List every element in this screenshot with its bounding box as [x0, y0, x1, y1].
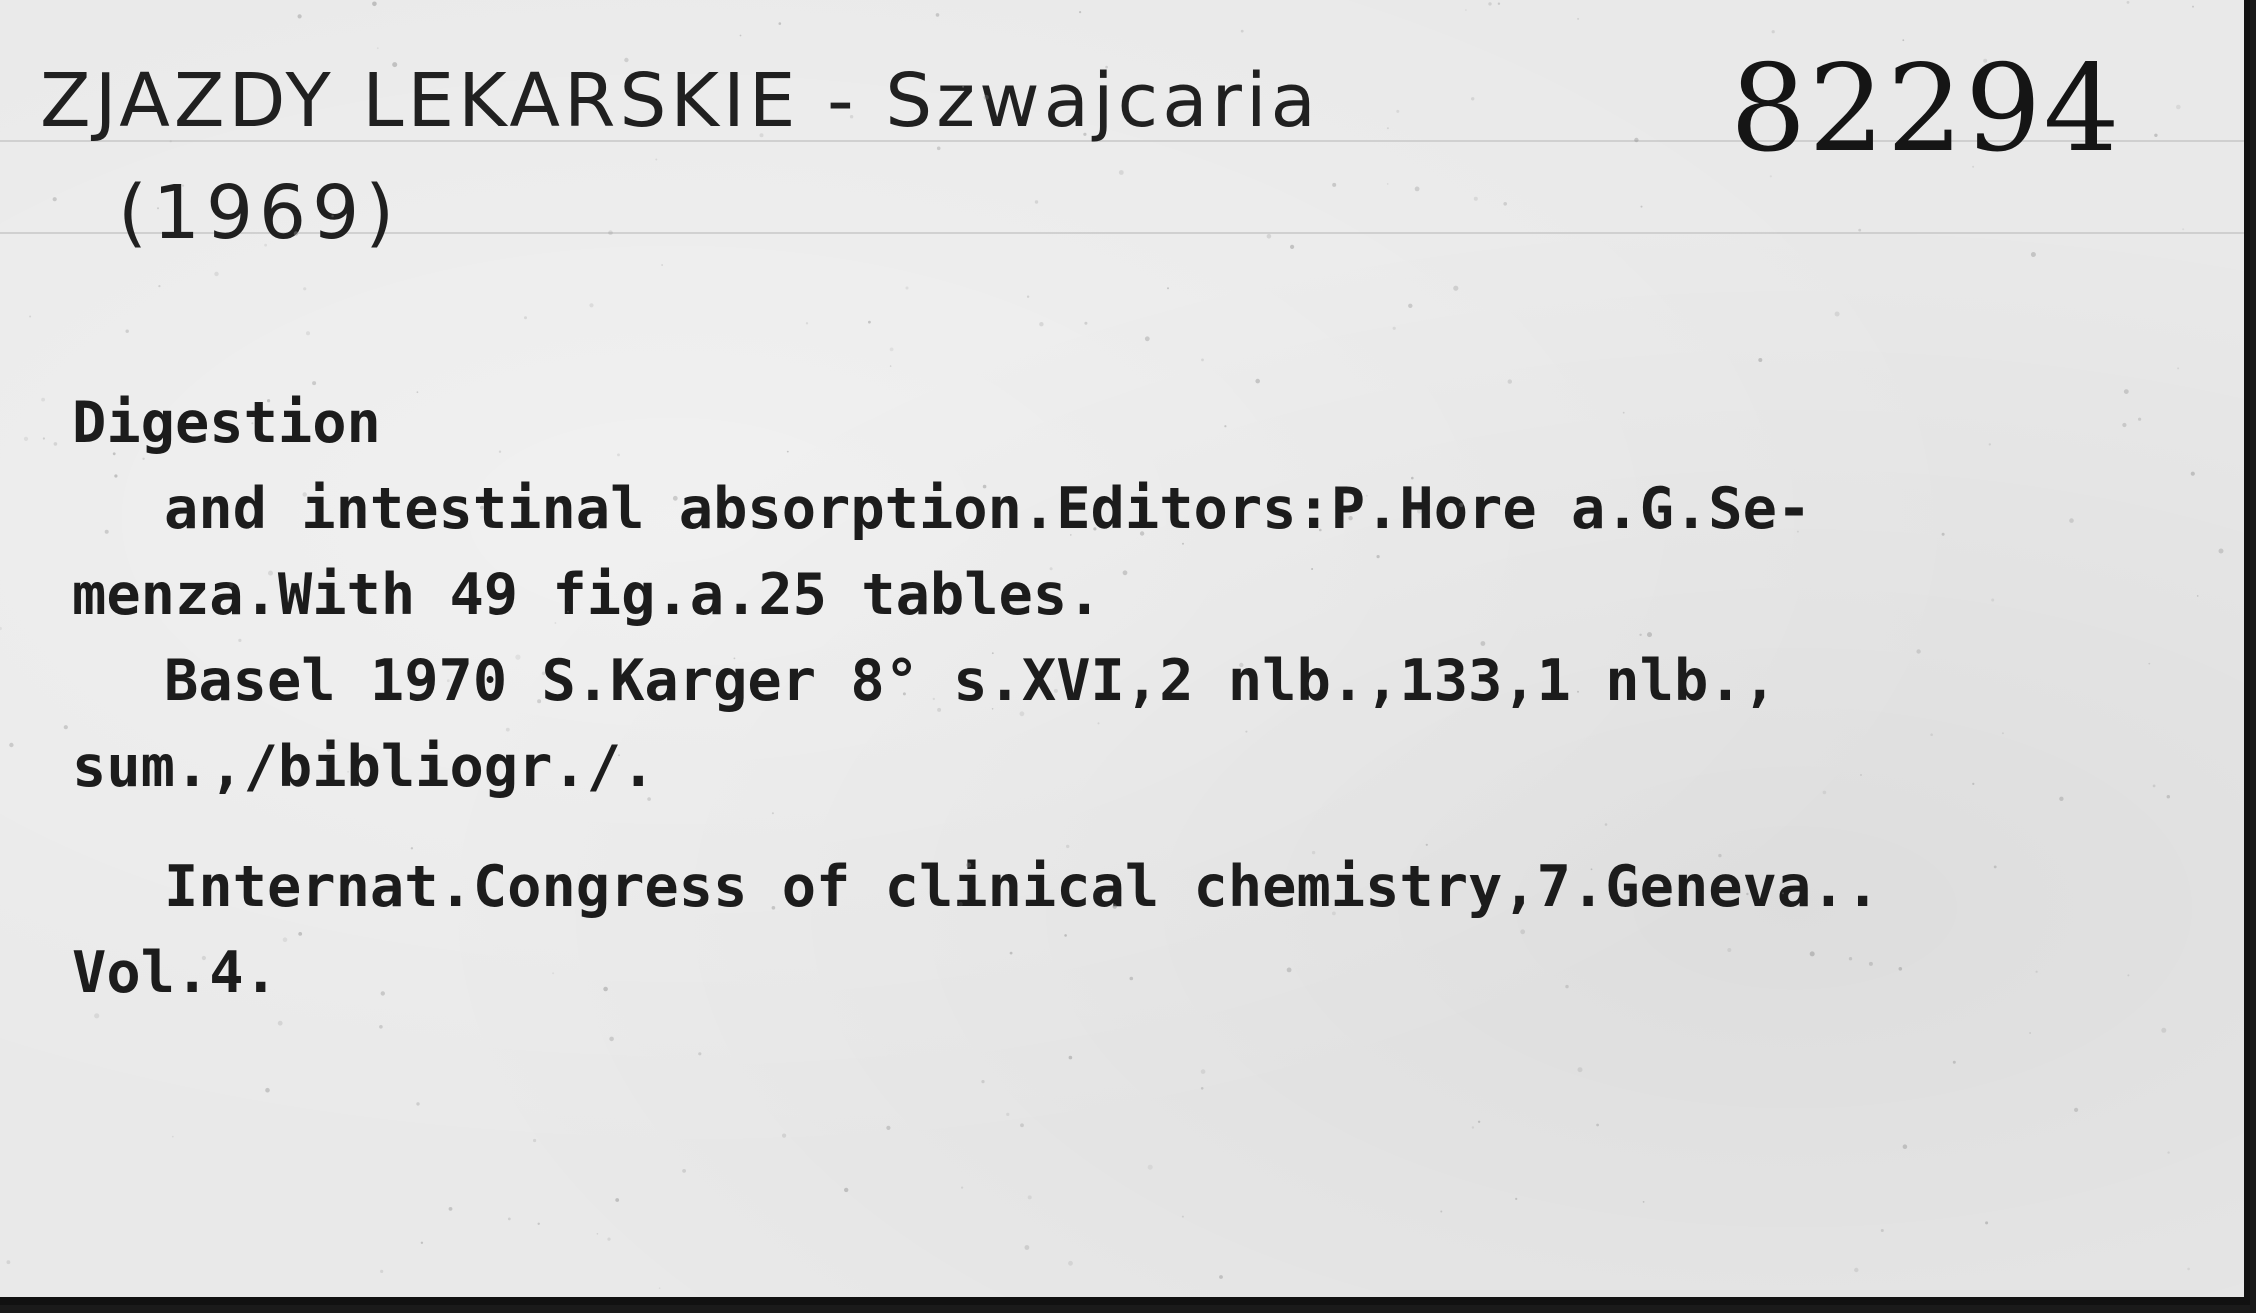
paper-speck: [1985, 1221, 1988, 1224]
paper-speck: [1006, 1113, 1009, 1116]
paper-speck: [2031, 252, 2036, 257]
paper-speck: [238, 639, 241, 642]
paper-speck: [1972, 783, 1974, 785]
paper-speck: [992, 708, 994, 710]
paper-speck: [1393, 327, 1396, 330]
paper-speck: [1623, 412, 1625, 414]
paper-speck: [555, 622, 557, 624]
paper-speck: [2187, 1268, 2190, 1271]
paper-speck: [1797, 531, 1799, 533]
paper-speck: [214, 272, 218, 276]
paper-speck: [1396, 110, 1399, 113]
paper-speck: [868, 321, 871, 324]
paper-speck: [1972, 166, 1974, 168]
paper-speck: [1113, 904, 1117, 908]
paper-speck: [890, 348, 894, 352]
paper-speck: [2138, 418, 2141, 421]
paper-speck: [1070, 534, 1072, 536]
call-number: 82294: [1730, 40, 2122, 179]
paper-speck: [1426, 844, 1428, 846]
paper-speck: [416, 1102, 419, 1105]
paper-speck: [1772, 30, 1775, 33]
paper-speck: [2127, 1, 2130, 4]
paper-speck: [1050, 567, 1053, 570]
paper-speck: [1634, 138, 1638, 142]
paper-speck: [1239, 663, 1243, 667]
paper-speck: [1130, 977, 1134, 981]
paper-speck: [508, 1218, 511, 1221]
paper-speck: [1366, 495, 1368, 497]
paper-speck: [992, 652, 994, 654]
title-line: Digestion: [72, 390, 381, 456]
paper-speck: [41, 398, 45, 402]
paper-speck: [268, 571, 273, 576]
paper-speck: [1182, 1216, 1184, 1218]
paper-speck: [306, 331, 310, 335]
paper-speck: [1508, 379, 1512, 383]
paper-speck: [6, 1260, 10, 1264]
paper-speck: [1647, 632, 1652, 637]
paper-speck: [2002, 732, 2004, 734]
paper-speck: [617, 454, 620, 457]
imprint-continuation-line: sum.,/bibliogr./.: [72, 734, 656, 800]
paper-speck: [1068, 1261, 1073, 1266]
paper-speck: [327, 748, 331, 752]
paper-speck: [1348, 516, 1352, 520]
paper-speck: [2176, 105, 2181, 110]
paper-speck: [903, 692, 906, 695]
paper-speck: [1069, 1056, 1073, 1060]
paper-speck: [1287, 968, 1292, 973]
paper-speck: [615, 1198, 619, 1202]
paper-speck: [1020, 1123, 1024, 1127]
paper-speck: [2124, 389, 2129, 394]
paper-speck: [1858, 229, 1861, 232]
paper-speck: [2029, 1032, 2031, 1034]
paper-speck: [984, 95, 989, 100]
paper-speck: [1641, 206, 1643, 208]
paper-speck: [157, 207, 159, 209]
paper-speck: [2074, 1108, 2078, 1112]
paper-speck: [54, 442, 58, 446]
paper-speck: [597, 1233, 599, 1235]
paper-speck: [312, 381, 316, 385]
paper-speck: [1453, 286, 1458, 291]
subject-heading-year: (1969): [118, 170, 401, 256]
paper-speck: [1290, 245, 1294, 249]
paper-speck: [347, 771, 349, 773]
paper-speck: [1028, 1195, 1032, 1199]
paper-speck: [933, 698, 935, 700]
paper-speck: [1035, 200, 1038, 203]
paper-speck: [1465, 9, 1467, 11]
paper-speck: [1105, 66, 1108, 69]
paper-speck: [278, 1021, 283, 1026]
paper-speck: [1079, 11, 1081, 13]
paper-speck: [682, 1169, 686, 1173]
paper-speck: [533, 1139, 536, 1142]
paper-speck: [1727, 948, 1731, 952]
paper-speck: [1930, 733, 1933, 736]
paper-speck: [1823, 791, 1827, 795]
paper-speck: [659, 1287, 661, 1289]
paper-speck: [1903, 1144, 1908, 1149]
paper-speck: [966, 863, 971, 868]
paper-speck: [1219, 1275, 1223, 1279]
paper-speck: [411, 847, 413, 849]
paper-speck: [499, 451, 501, 453]
paper-speck: [772, 812, 774, 814]
paper-speck: [2154, 134, 2157, 137]
paper-speck: [655, 159, 657, 161]
paper-speck: [1459, 503, 1463, 507]
paper-speck: [734, 658, 736, 660]
paper-speck: [2167, 1151, 2169, 1153]
paper-speck: [537, 699, 541, 703]
paper-speck: [589, 303, 593, 307]
paper-speck: [229, 583, 233, 587]
paper-speck: [624, 58, 628, 62]
paper-speck: [506, 728, 510, 732]
paper-speck: [1899, 967, 1903, 971]
paper-speck: [303, 287, 306, 290]
paper-speck: [303, 492, 307, 496]
paper-speck: [1148, 1165, 1153, 1170]
paper-speck: [806, 322, 808, 324]
paper-speck: [202, 956, 206, 960]
paper-speck: [421, 1242, 423, 1244]
paper-speck: [886, 1126, 890, 1130]
paper-speck: [2069, 518, 2074, 523]
paper-speck: [1255, 379, 1260, 384]
paper-speck: [1991, 599, 1994, 602]
paper-speck: [1098, 722, 1100, 724]
paper-speck: [251, 422, 253, 424]
paper-speck: [1498, 3, 1500, 5]
paper-speck: [447, 679, 450, 682]
paper-speck: [1989, 443, 1991, 445]
paper-speck: [298, 14, 302, 18]
paper-speck: [1054, 689, 1058, 693]
paper-speck: [1387, 127, 1389, 129]
paper-speck: [1643, 1201, 1645, 1203]
paper-speck: [2036, 971, 2038, 973]
paper-speck: [142, 458, 144, 460]
paper-speck: [1039, 322, 1043, 326]
paper-speck: [1881, 1229, 1884, 1232]
paper-speck: [1591, 868, 1593, 870]
paper-speck: [1835, 312, 1840, 317]
paper-speck: [331, 215, 334, 218]
paper-speck: [603, 987, 608, 992]
paper-speck: [906, 287, 909, 290]
paper-speck: [1578, 1067, 1583, 1072]
paper-speck: [772, 906, 776, 910]
paper-speck: [267, 399, 270, 402]
paper-speck: [1084, 322, 1087, 325]
paper-speck: [1520, 929, 1525, 934]
paper-speck: [1387, 183, 1389, 185]
paper-speck: [740, 35, 742, 37]
paper-speck: [1472, 1126, 1474, 1128]
paper-speck: [1983, 59, 1987, 63]
paper-speck: [294, 231, 298, 235]
paper-speck: [2197, 595, 2199, 597]
paper-speck: [1478, 1121, 1480, 1123]
paper-speck: [1245, 731, 1247, 733]
paper-speck: [2127, 974, 2129, 976]
paper-speck: [1577, 18, 1579, 20]
paper-speck: [760, 133, 764, 137]
paper-speck: [1746, 893, 1748, 895]
paper-speck: [961, 1187, 963, 1189]
paper-speck: [1474, 197, 1478, 201]
paper-speck: [1377, 555, 1380, 558]
paper-speck: [608, 230, 613, 235]
paper-speck: [2182, 228, 2184, 230]
paper-speck: [417, 391, 419, 393]
paper-speck: [1020, 711, 1025, 716]
subject-heading: ZJAZDY LEKARSKIE - Szwajcaria: [40, 58, 1320, 144]
paper-speck: [105, 530, 109, 534]
paper-speck: [1916, 649, 1920, 653]
paper-speck: [1782, 892, 1784, 894]
paper-speck: [1953, 1061, 1956, 1064]
paper-speck: [1849, 957, 1852, 960]
paper-speck: [372, 2, 377, 7]
paper-speck: [1942, 533, 1945, 536]
paper-speck: [609, 1037, 614, 1042]
paper-speck: [1201, 1087, 1204, 1090]
paper-speck: [1332, 183, 1336, 187]
paper-speck: [1596, 1124, 1599, 1127]
paper-speck: [698, 1052, 701, 1055]
paper-speck: [377, 47, 379, 49]
paper-speck: [607, 1238, 610, 1241]
paper-speck: [53, 197, 57, 201]
paper-speck: [2192, 6, 2194, 8]
paper-speck: [1718, 854, 1721, 857]
paper-speck: [1167, 287, 1169, 289]
paper-speck: [1064, 934, 1067, 937]
paper-speck: [1810, 951, 1815, 956]
paper-speck: [170, 140, 172, 142]
series-note-line: Internat.Congress of clinical chemistry,7.Geneva..: [164, 854, 1880, 920]
paper-speck: [1854, 1268, 1858, 1272]
paper-speck: [43, 437, 45, 439]
title-continuation-line: and intestinal absorption.Editors:P.Hore a.G.Se-: [164, 476, 1812, 542]
paper-speck: [1994, 866, 1997, 869]
paper-speck: [113, 452, 116, 455]
paper-speck: [1066, 845, 1069, 848]
paper-speck: [937, 708, 941, 712]
paper-speck: [2059, 797, 2063, 801]
paper-speck: [29, 316, 31, 318]
paper-speck: [844, 1188, 848, 1192]
paper-speck: [1025, 1245, 1030, 1250]
paper-speck: [1119, 170, 1124, 175]
paper-speck: [0, 627, 2, 630]
paper-speck: [2167, 795, 2170, 798]
paper-speck: [1415, 187, 1420, 192]
paper-speck: [1860, 774, 1862, 776]
paper-speck: [1224, 425, 1226, 427]
paper-speck: [2177, 367, 2179, 369]
paper-speck: [1312, 851, 1315, 854]
paper-speck: [1241, 30, 1244, 33]
paper-speck: [937, 147, 941, 151]
paper-speck: [1565, 985, 1568, 988]
paper-speck: [379, 1025, 383, 1029]
paper-speck: [283, 937, 288, 942]
imprint-line: Basel 1970 S.Karger 8° s.XVI,2 nlb.,133,1 nlb.,: [164, 648, 1777, 714]
paper-speck: [890, 365, 892, 367]
paper-speck: [1503, 202, 1507, 206]
paper-speck: [1440, 1211, 1442, 1213]
paper-speck: [983, 485, 987, 489]
paper-speck: [392, 62, 397, 67]
paper-speck: [480, 506, 484, 510]
paper-speck: [850, 115, 853, 118]
paper-speck: [1471, 97, 1474, 100]
paper-speck: [2122, 423, 2126, 427]
paper-speck: [515, 655, 520, 660]
paper-speck: [1093, 527, 1096, 530]
paper-speck: [1408, 304, 1412, 308]
paper-speck: [182, 185, 184, 187]
paper-speck: [1488, 2, 1491, 5]
paper-speck: [1417, 509, 1422, 514]
paper-speck: [1770, 175, 1772, 177]
paper-speck: [9, 743, 13, 747]
paper-speck: [779, 22, 782, 25]
paper-speck: [1201, 359, 1204, 362]
paper-speck: [936, 13, 940, 17]
paper-speck: [673, 496, 678, 501]
paper-speck: [172, 1136, 174, 1138]
paper-speck: [1311, 568, 1313, 570]
paper-speck: [2161, 1028, 2166, 1033]
paper-speck: [158, 285, 160, 287]
paper-speck: [552, 972, 554, 974]
title-continuation-line: menza.With 49 fig.a.25 tables.: [72, 562, 1102, 628]
paper-speck: [1182, 543, 1184, 545]
paper-speck: [962, 86, 964, 88]
paper-speck: [1027, 296, 1029, 298]
paper-speck: [380, 1270, 383, 1273]
paper-speck: [1902, 39, 1904, 41]
paper-speck: [1010, 952, 1013, 955]
paper-speck: [542, 672, 546, 676]
paper-speck: [661, 264, 663, 266]
paper-speck: [1639, 634, 1641, 636]
paper-speck: [567, 611, 569, 613]
paper-speck: [647, 797, 651, 801]
paper-speck: [1332, 912, 1336, 916]
paper-speck: [1869, 962, 1873, 966]
paper-speck: [1515, 1198, 1517, 1200]
paper-speck: [1083, 133, 1086, 136]
paper-speck: [2153, 785, 2156, 788]
series-note-continuation-line: Vol.4.: [72, 940, 278, 1006]
paper-speck: [94, 1013, 99, 1018]
paper-speck: [64, 725, 68, 729]
paper-speck: [114, 474, 117, 477]
paper-speck: [24, 437, 28, 441]
paper-speck: [1145, 336, 1150, 341]
paper-speck: [782, 1134, 786, 1138]
paper-speck: [524, 316, 527, 319]
paper-speck: [1140, 531, 1144, 535]
paper-speck: [1123, 570, 1128, 575]
paper-speck: [265, 1088, 270, 1093]
paper-speck: [1605, 823, 1608, 826]
paper-speck: [1267, 234, 1272, 239]
paper-speck: [1319, 529, 1322, 532]
paper-speck: [538, 1223, 540, 1225]
paper-speck: [2148, 663, 2150, 665]
paper-speck: [449, 1207, 453, 1211]
paper-speck: [381, 991, 385, 995]
paper-speck: [1577, 691, 1579, 693]
paper-speck: [2219, 549, 2224, 554]
paper-speck: [264, 244, 267, 247]
paper-speck: [1758, 358, 1762, 362]
paper-speck: [1201, 1069, 1206, 1074]
paper-speck: [298, 932, 302, 936]
paper-speck: [1411, 477, 1414, 480]
paper-speck: [787, 451, 789, 453]
paper-speck: [1481, 641, 1486, 646]
paper-speck: [618, 754, 620, 756]
paper-speck: [981, 1080, 984, 1083]
paper-speck: [958, 902, 962, 906]
paper-speck: [126, 330, 129, 333]
paper-speck: [2191, 472, 2195, 476]
